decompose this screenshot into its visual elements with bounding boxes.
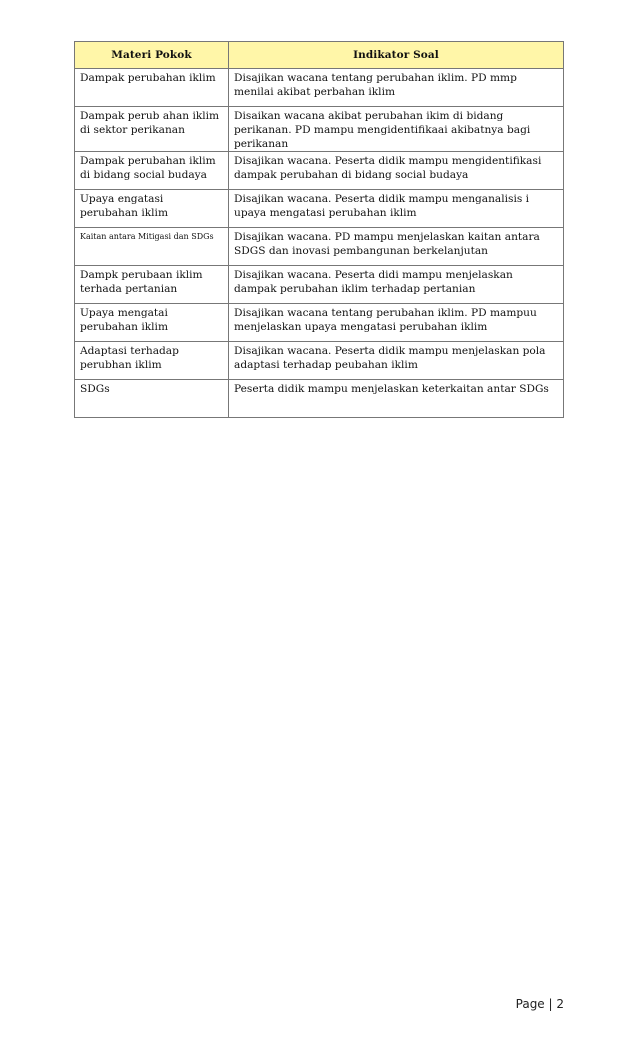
- cell-indikator: Disajikan wacana. Peserta didik mampu mengidentifikasi dampak perubahan di bidang social budaya: [229, 152, 564, 190]
- cell-indikator: Disajikan wacana. Peserta didik mampu menjelaskan pola adaptasi terhadap peubahan iklim: [229, 342, 564, 380]
- table-row: [75, 69, 564, 107]
- cell-indikator: Disajikan wacana tentang perubahan iklim. PD mmp menilai akibat perbahan iklim: [229, 69, 564, 107]
- cell-indikator: Disajikan wacana. PD mampu menjelaskan kaitan antara SDGS dan inovasi pembangunan berkelanjutan: [229, 228, 564, 266]
- cell-materi: Dampk perubaan iklim terhada pertanian: [75, 266, 229, 304]
- table-row: [75, 228, 564, 266]
- header-materi-pokok: Materi Pokok: [75, 42, 229, 69]
- table-header-row: [75, 42, 564, 69]
- cell-materi: Dampak perub ahan iklim di sektor perikanan: [75, 107, 229, 152]
- header-indikator-soal: Indikator Soal: [229, 42, 564, 69]
- indicator-table: [74, 41, 564, 418]
- cell-indikator: Disajikan wacana. Peserta didik mampu menganalisis i upaya mengatasi perubahan iklim: [229, 190, 564, 228]
- cell-materi: SDGs: [75, 380, 229, 418]
- cell-materi: Upaya engatasi perubahan iklim: [75, 190, 229, 228]
- page-number: Page | 2: [515, 997, 564, 1011]
- cell-indikator: Disajikan wacana. Peserta didi mampu menjelaskan dampak perubahan iklim terhadap pertanian: [229, 266, 564, 304]
- table-row: [75, 266, 564, 304]
- cell-indikator: Peserta didik mampu menjelaskan keterkaitan antar SDGs: [229, 380, 564, 418]
- cell-materi: Dampak perubahan iklim di bidang social budaya: [75, 152, 229, 190]
- table-row: [75, 190, 564, 228]
- table-row: [75, 342, 564, 380]
- table-row: [75, 107, 564, 152]
- cell-materi: Upaya mengatai perubahan iklim: [75, 304, 229, 342]
- cell-materi: Dampak perubahan iklim: [75, 69, 229, 107]
- cell-materi: Adaptasi terhadap perubhan iklim: [75, 342, 229, 380]
- table-row: [75, 152, 564, 190]
- table-row: [75, 380, 564, 418]
- cell-materi: Kaitan antara Mitigasi dan SDGs: [75, 228, 229, 266]
- cell-indikator: Disaikan wacana akibat perubahan ikim di bidang perikanan. PD mampu mengidentifikaai akibatnya bagi perikanan: [229, 107, 564, 152]
- cell-indikator: Disajikan wacana tentang perubahan iklim. PD mampuu menjelaskan upaya mengatasi perubahan iklim: [229, 304, 564, 342]
- table-row: [75, 304, 564, 342]
